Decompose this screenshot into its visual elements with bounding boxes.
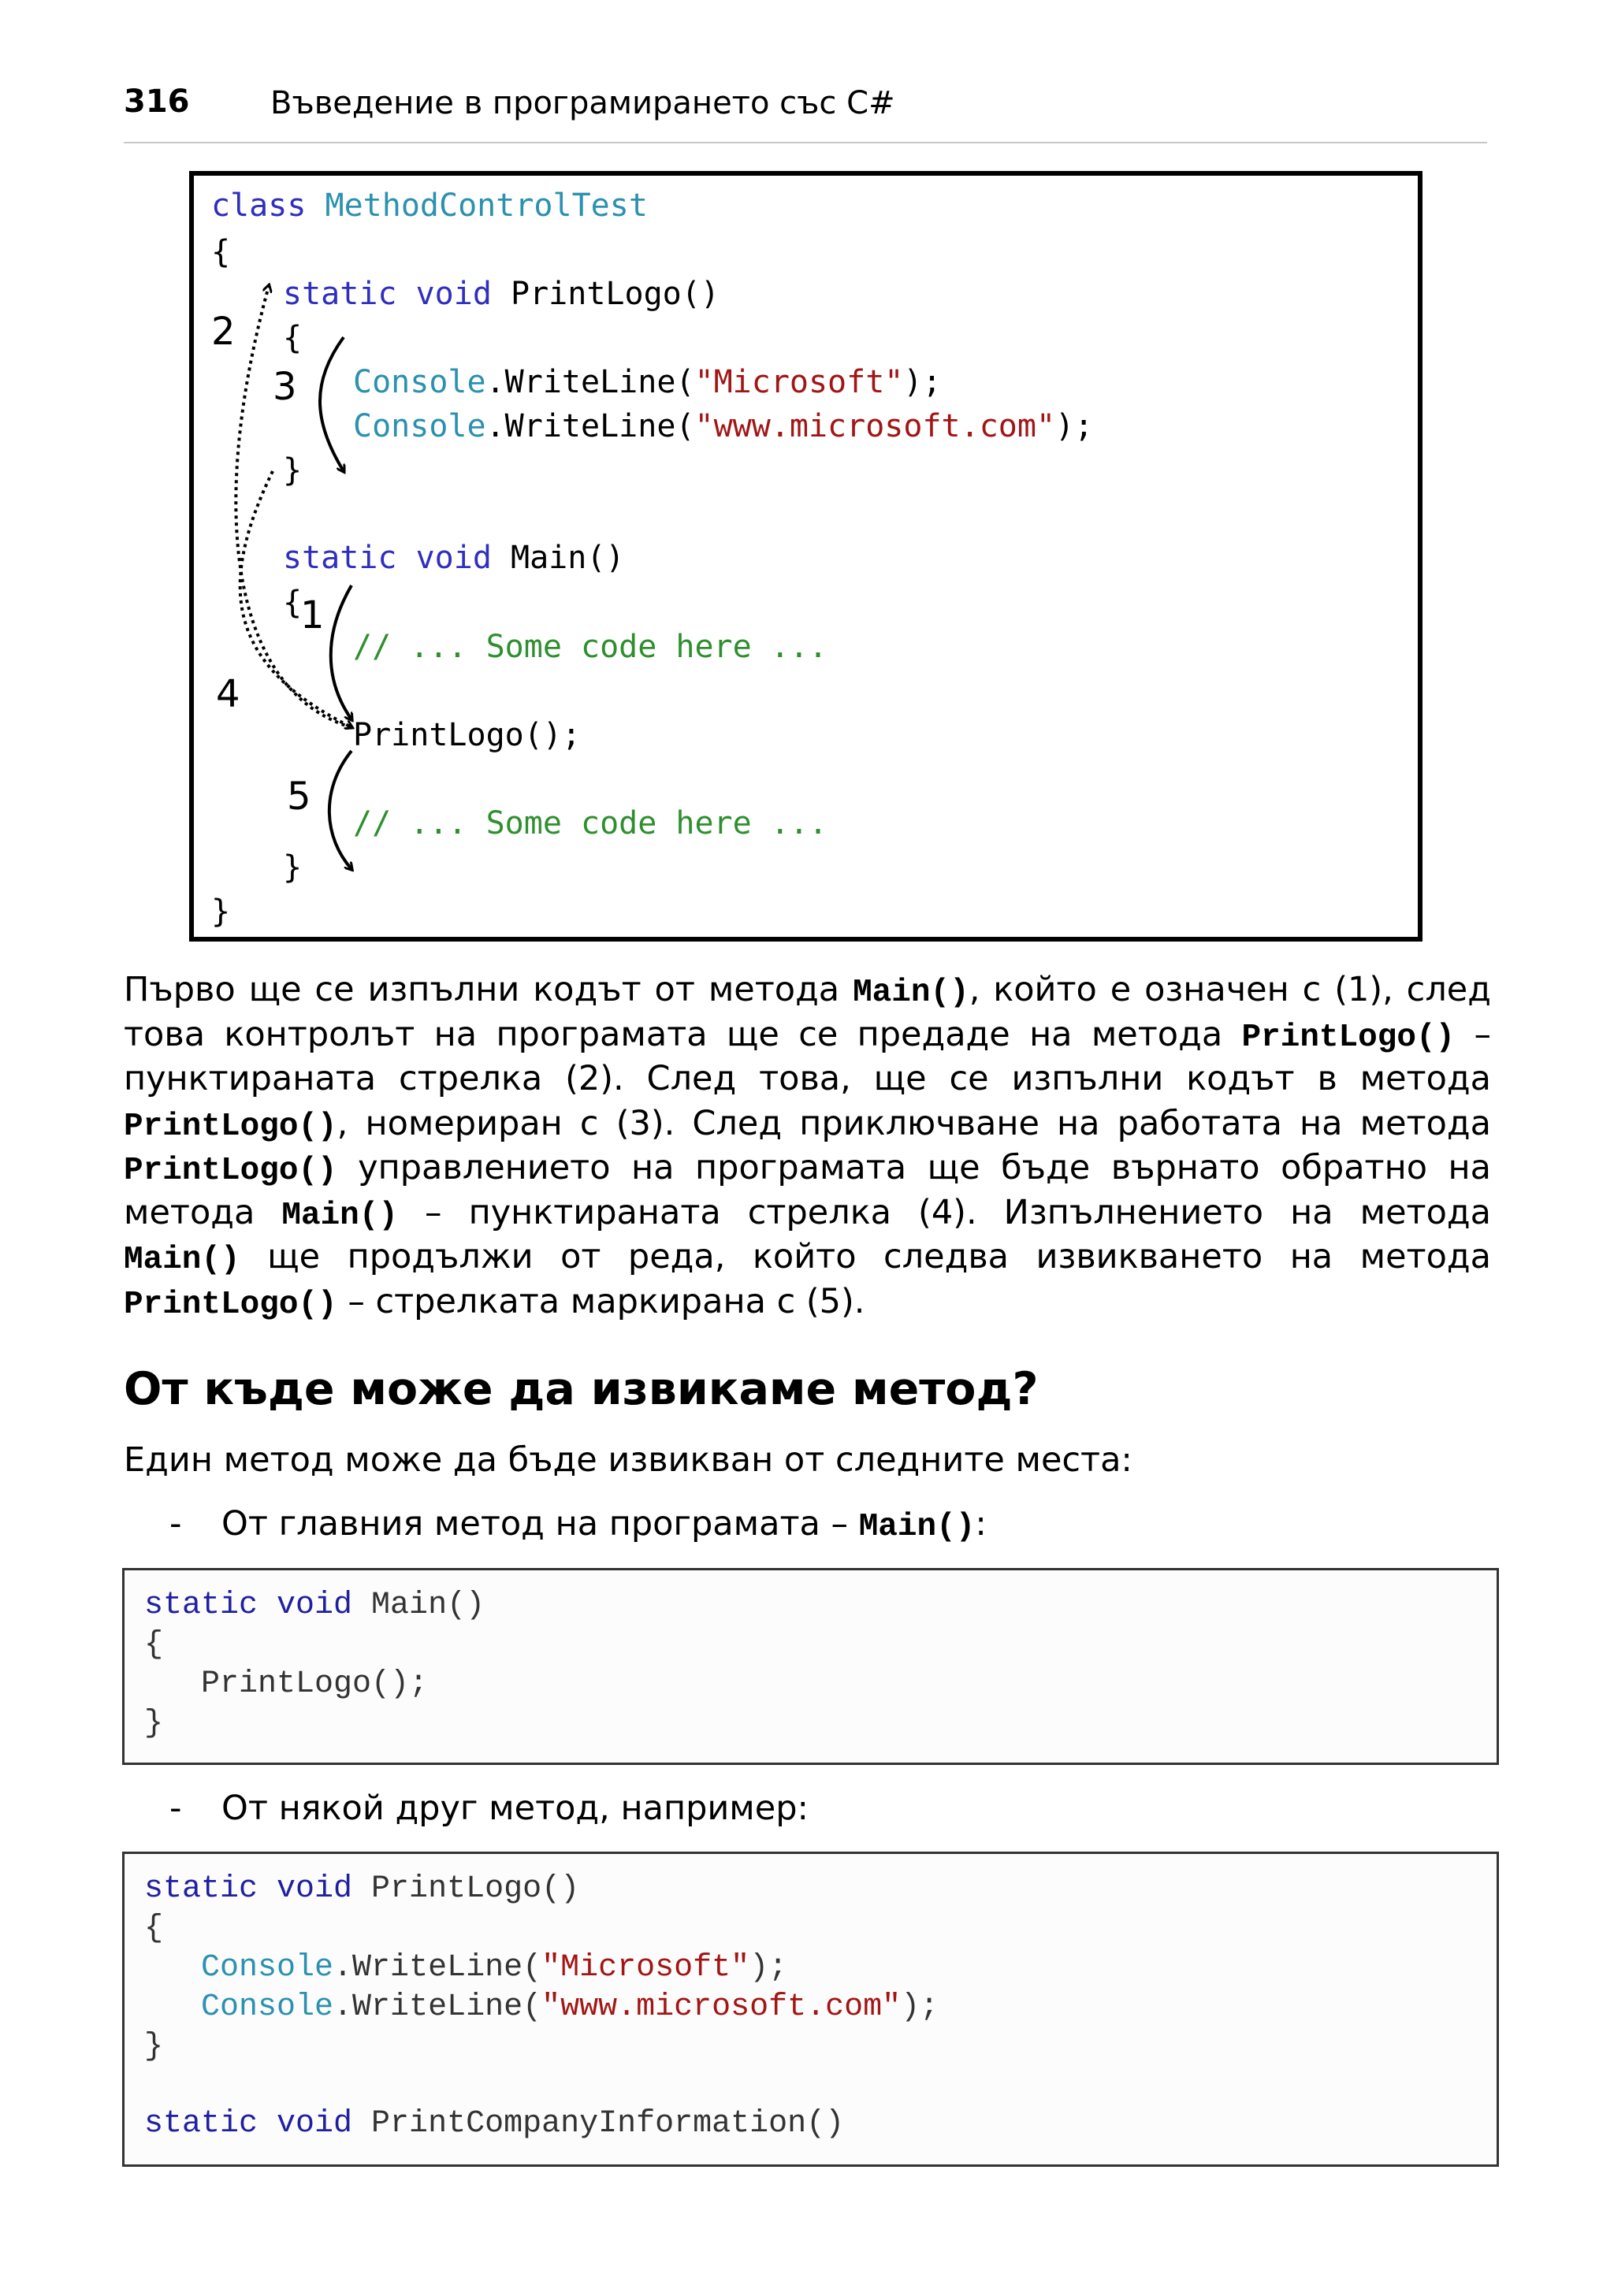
book-title: Въведение в програмирането със C# [270,85,895,121]
figure-class-close: } [211,894,231,930]
code-line: static void PrintLogo() [144,1871,580,1907]
figure-printlogo-signature: static void PrintLogo() [283,276,720,312]
figure-comment-2: // ... Some code here ... [353,805,828,841]
figure-main-signature: static void Main() [283,540,625,576]
paragraph-line: това контролът на програмата ще се предаде на метода PrintLogo() – [124,1014,1491,1056]
page-number: 316 [124,84,190,120]
control-flow-figure [189,171,1422,942]
figure-open-brace: { [211,234,231,270]
paragraph-line: Main() ще продължи от реда, който следва извикването на метода [124,1237,1491,1278]
figure-printlogo-close: } [283,452,303,489]
arrow-5 [329,751,351,869]
step-label-5: 5 [287,775,311,819]
code-block-main [122,1568,1499,1765]
bullet-text: От главния метод на програмата – Main(): [221,1504,987,1545]
code-line: } [144,1706,164,1741]
step-label-2: 2 [211,310,236,354]
code-line: Console.WriteLine("www.microsoft.com"); [201,1989,939,2025]
code-line: { [144,1911,164,1946]
section-intro: Един метод може да бъде извикван от следните места: [124,1440,1132,1480]
arrow-3 [320,337,344,471]
explanation-paragraph [124,968,1491,1324]
figure-writeline-2: Console.WriteLine("www.microsoft.com"); [353,408,1094,444]
bullet-dash: - [169,1504,182,1544]
bullet-text: От някой друг метод, например: [221,1789,809,1828]
flow-arrows [194,176,1418,937]
figure-printlogo-open: { [283,320,303,356]
figure-comment-1: // ... Some code here ... [353,629,828,665]
figure-class-line: class MethodControlTest [211,188,648,224]
paragraph-line: PrintLogo() – стрелката маркирана с (5). [124,1281,865,1323]
figure-main-close: } [283,849,303,886]
page-header [124,79,1487,143]
step-label-1: 1 [300,593,325,637]
paragraph-line: метода Main() – пунктираната стрелка (4). Изпълнението на метода [124,1192,1491,1234]
step-label-4: 4 [216,672,240,716]
paragraph-line: PrintLogo() управлението на програмата ще бъде върнато обратно на [124,1148,1491,1189]
code-line: PrintLogo(); [144,1666,429,1702]
paragraph-line: Първо ще се изпълни кодът от метода Main(), който е означен с (1), след [124,970,1491,1011]
code-block-printlogo [122,1852,1499,2167]
code-line: Console.WriteLine("Microsoft"); [201,1950,788,1986]
figure-main-open: { [283,585,303,621]
bullet-dash: - [169,1789,182,1828]
code-line: static void PrintCompanyInformation() [144,2106,845,2142]
figure-call-printlogo: PrintLogo(); [353,717,581,753]
step-label-3: 3 [273,365,297,409]
code-line: static void Main() [144,1588,485,1623]
paragraph-line: пунктираната стрелка (2). След това, ще се изпълни кодът в метода [124,1059,1491,1098]
figure-writeline-1: Console.WriteLine("Microsoft"); [353,364,942,400]
section-heading: От къде може да извикаме метод? [124,1363,1039,1415]
code-line: } [144,2029,164,2064]
paragraph-line: PrintLogo(), номериран с (3). След приключване на работата на метода [124,1103,1491,1145]
code-line: { [144,1627,164,1663]
arrow-1 [331,585,351,719]
